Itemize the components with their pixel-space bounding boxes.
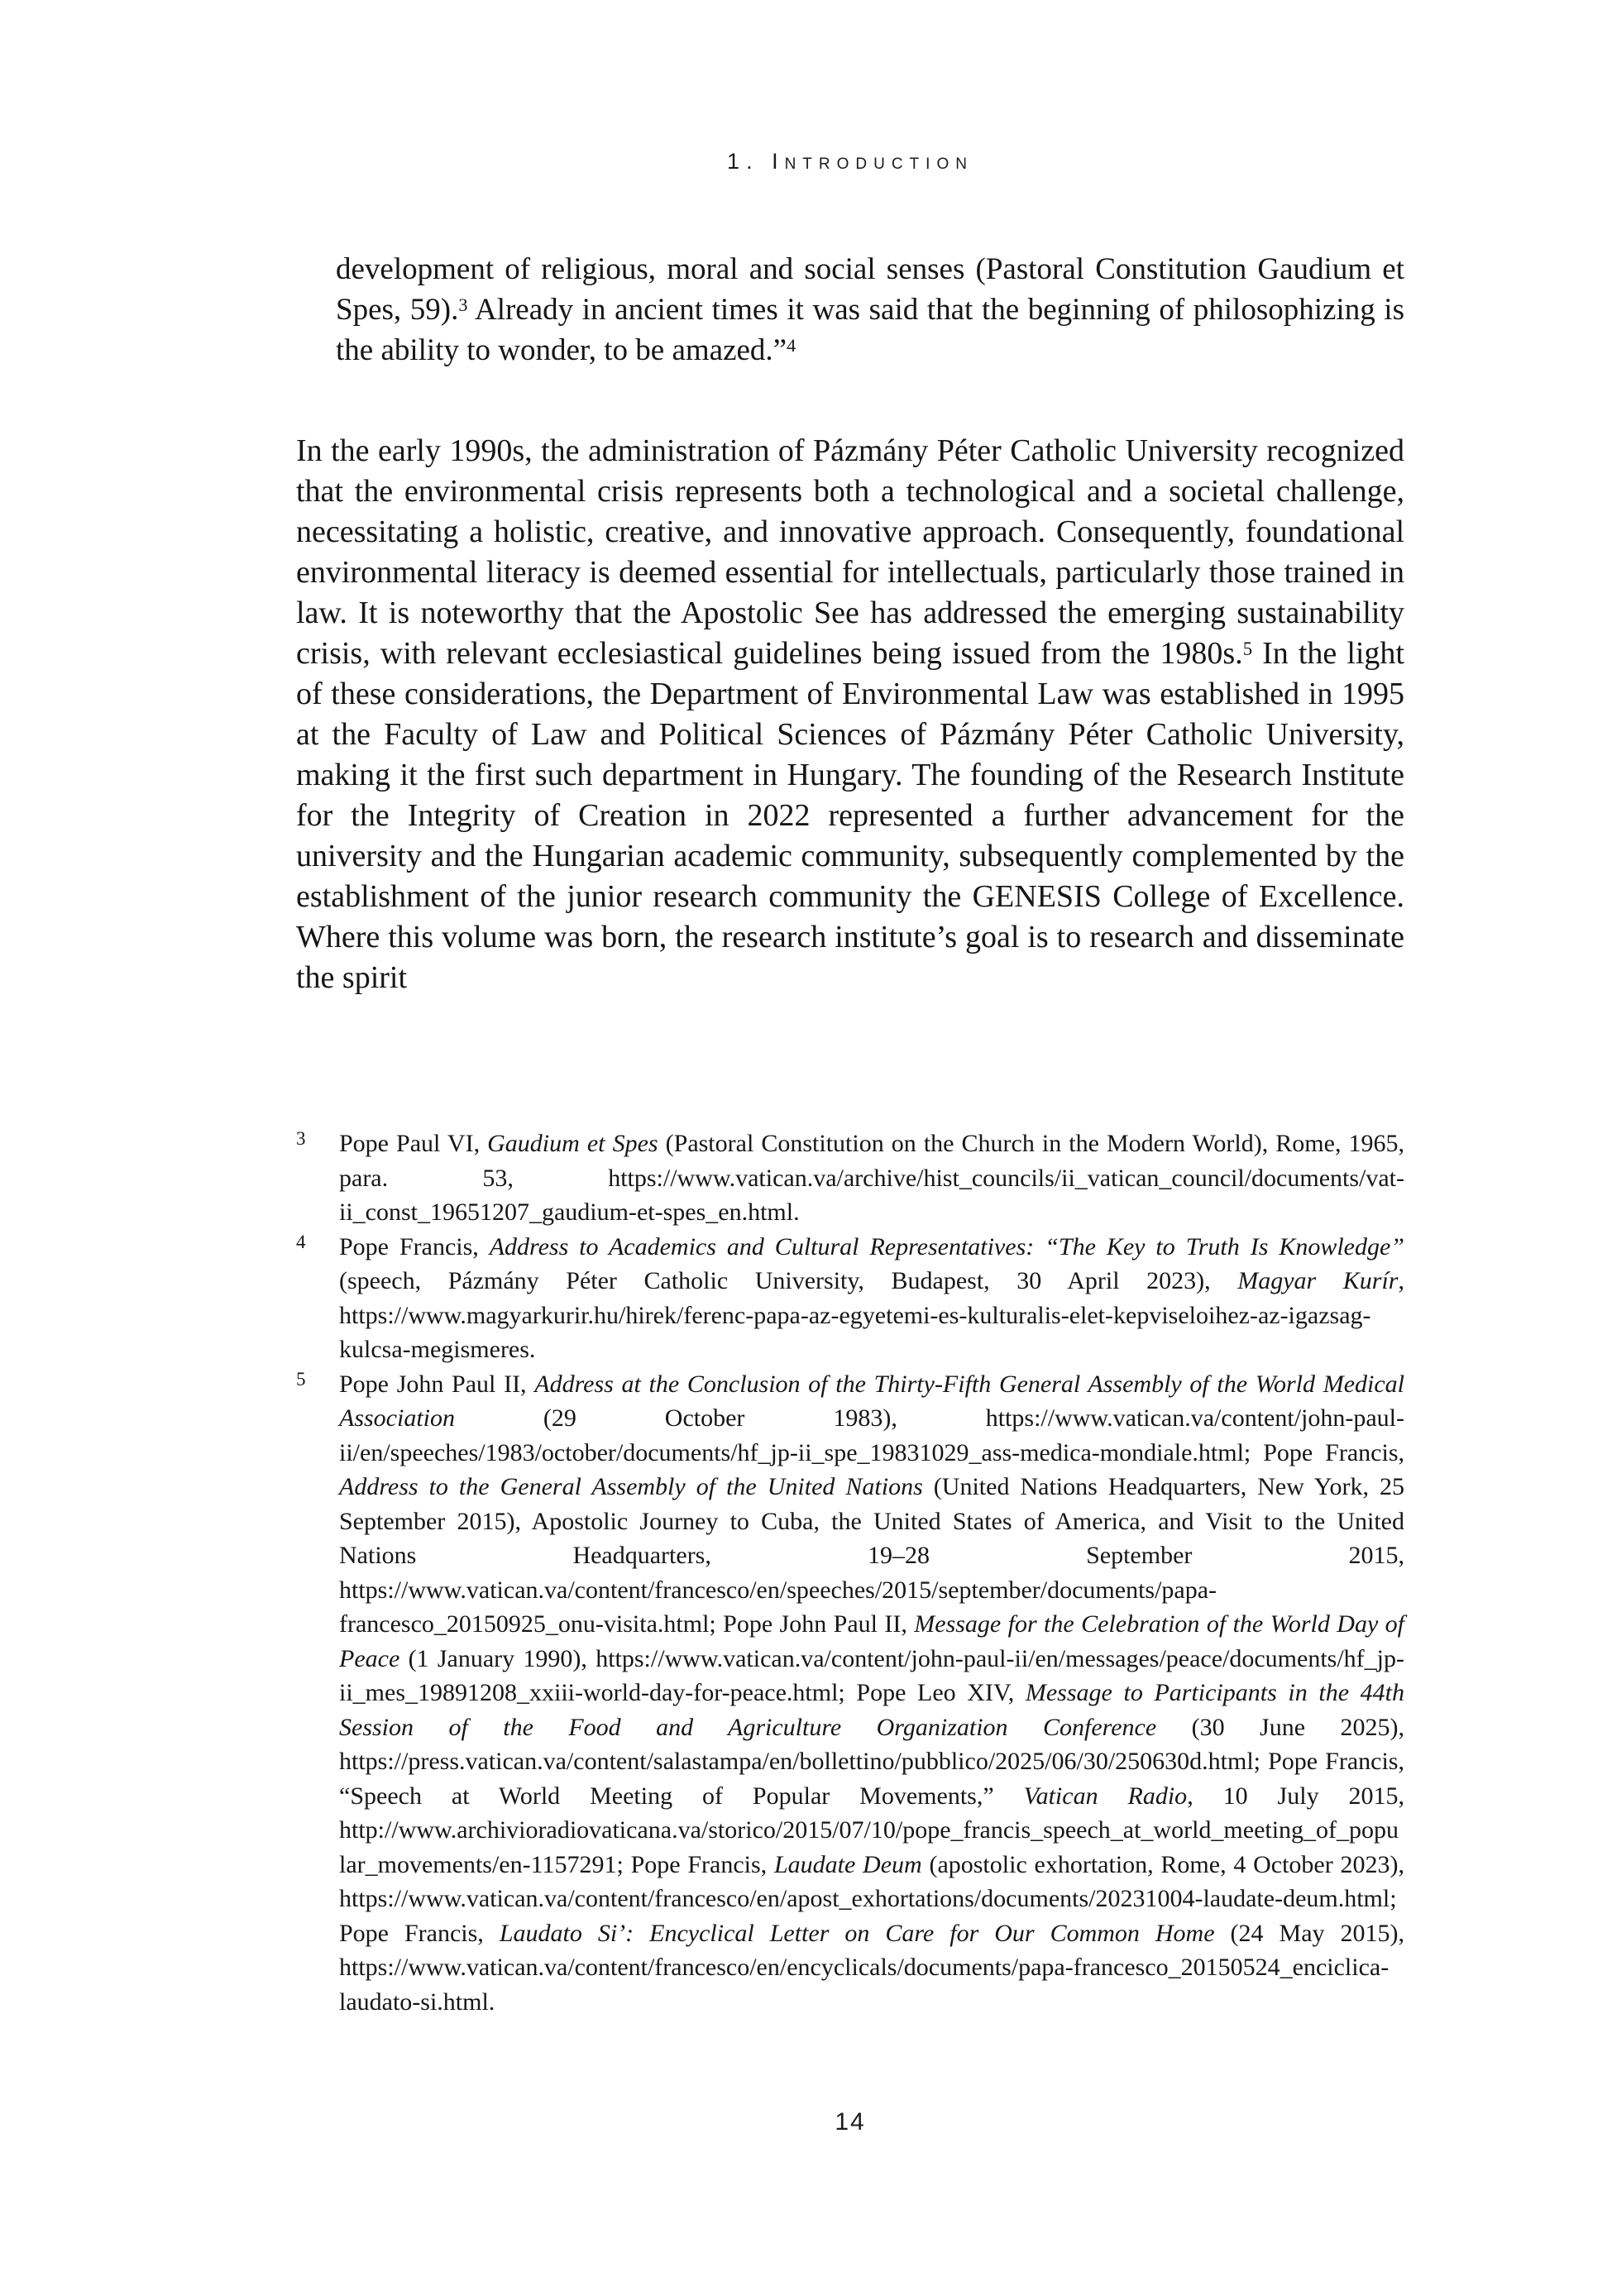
running-header: 1. Introduction	[727, 149, 973, 174]
footnote-item	[296, 1230, 1404, 1367]
footnote-text: Pope John Paul II, Address at the Conclusion of the Thirty-Fifth General Assembly of the World Medical Association (29 October 1983), https://www.vatican.va/content/john-paul-ii/en/speeches/1983/october/documents/hf_jp-ii_spe_19831029_ass-medica-mondiale.html; Pope Francis, Address to the General Assembly of the United Nations (United Nations Headquarters, New York, 25 September 2015), Apostolic Journey to Cuba, the United States of America, and Visit to the United Nations Headquarters, 19–28 September 2015, https://www.vatican.va/content/francesco/en/speeches/2015/september/documents/papa-francesco_20150925_onu-visita.html; Pope John Paul II, Message for the Celebration of the World Day of Peace (1 January 1990), https://www.vatican.va/content/john-paul-ii/en/messages/peace/documents/hf_jp-ii_mes_19891208_xxiii-world-day-for-peace.html; Pope Leo XIV, Message to Participants in the 44th Session of the Food and Agriculture Organization Conference (30 June 2025), https://press.vatican.va/content/salastampa/en/bollettino/pubblico/2025/06/30/250630d.html; Pope Francis, “Speech at World Meeting of Popular Movements,” Vatican Radio, 10 July 2015, http://www.archivioradiovaticana.va/storico/2015/07/10/pope_francis_speech_at_world_meeting_of_popular_movements/en-1157291; Pope Francis, Laudate Deum (apostolic exhortation, Rome, 4 October 2023), https://www.vatican.va/content/francesco/en/apost_exhortations/documents/20231004-laudate-deum.html; Pope Francis, Laudato Si’: Encyclical Letter on Care for Our Common Home (24 May 2015), https://www.vatican.va/content/francesco/en/encyclicals/documents/papa-francesco_20150524_enciclica-laudato-si.html.	[339, 1370, 1405, 2016]
footnote-number: 4	[296, 1231, 306, 1252]
footnote-text: Pope Francis, Address to Academics and Cultural Representatives: “The Key to Truth Is Knowledge” (speech, Pázmány Péter Catholic University, Budapest, 30 April 2023), Magyar Kurír, https://www.magyarkurir.hu/hirek/ferenc-papa-az-egyetemi-es-kulturalis-elet-kepviseloihez-az-igazsag-kulcsa-megismeres.	[339, 1232, 1404, 1363]
body-paragraph: In the early 1990s, the administration of Pázmány Péter Catholic University recognized that the environmental crisis represents both a technological and a societal challenge, necessitating a holistic, creative, and innovative approach. Consequently, foundational environmental literacy is deemed essential for intellectuals, particularly those trained in law. It is noteworthy that the Apostolic See has addressed the emerging sustainability crisis, with relevant ecclesiastical guidelines being issued from the 1980s.$^5$ In the light of these considerations, the Department of Environmental Law was established in 1995 at the Faculty of Law and Political Sciences of Pázmány Péter Catholic University, making it the first such department in Hungary. The founding of the Research Institute for the Integrity of Creation in 2022 represented a further advancement for the university and the Hungarian academic community, subsequently complemented by the establishment of the junior research community the GENESIS College of Excellence. Where this volume was born, the research institute’s goal is to research and disseminate the spirit	[296, 433, 1404, 995]
page-number: 14	[835, 2108, 866, 2136]
footnote-number: 5	[296, 1368, 306, 1390]
footnote-number: 3	[296, 1128, 306, 1149]
footnote-item	[296, 1126, 1404, 1230]
footnote-text: Pope Paul VI, Gaudium et Spes (Pastoral Constitution on the Church in the Modern World), Rome, 1965, para. 53, https://www.vatican.va/archive/hist_councils/ii_vatican_council/documents/vat-ii_const_19651207_gaudium-et-spes_en.html.	[339, 1130, 1405, 1226]
footnotes-section	[296, 1126, 1404, 2019]
footnote-item	[296, 1367, 1404, 2020]
block-quote: development of religious, moral and social senses (Pastoral Constitution Gaudium et Spes, 59).$^3$ Already in ancient times it was said that the beginning of philosophizing is the ability to wonder, to be amazed.”$^4$	[336, 252, 1404, 367]
